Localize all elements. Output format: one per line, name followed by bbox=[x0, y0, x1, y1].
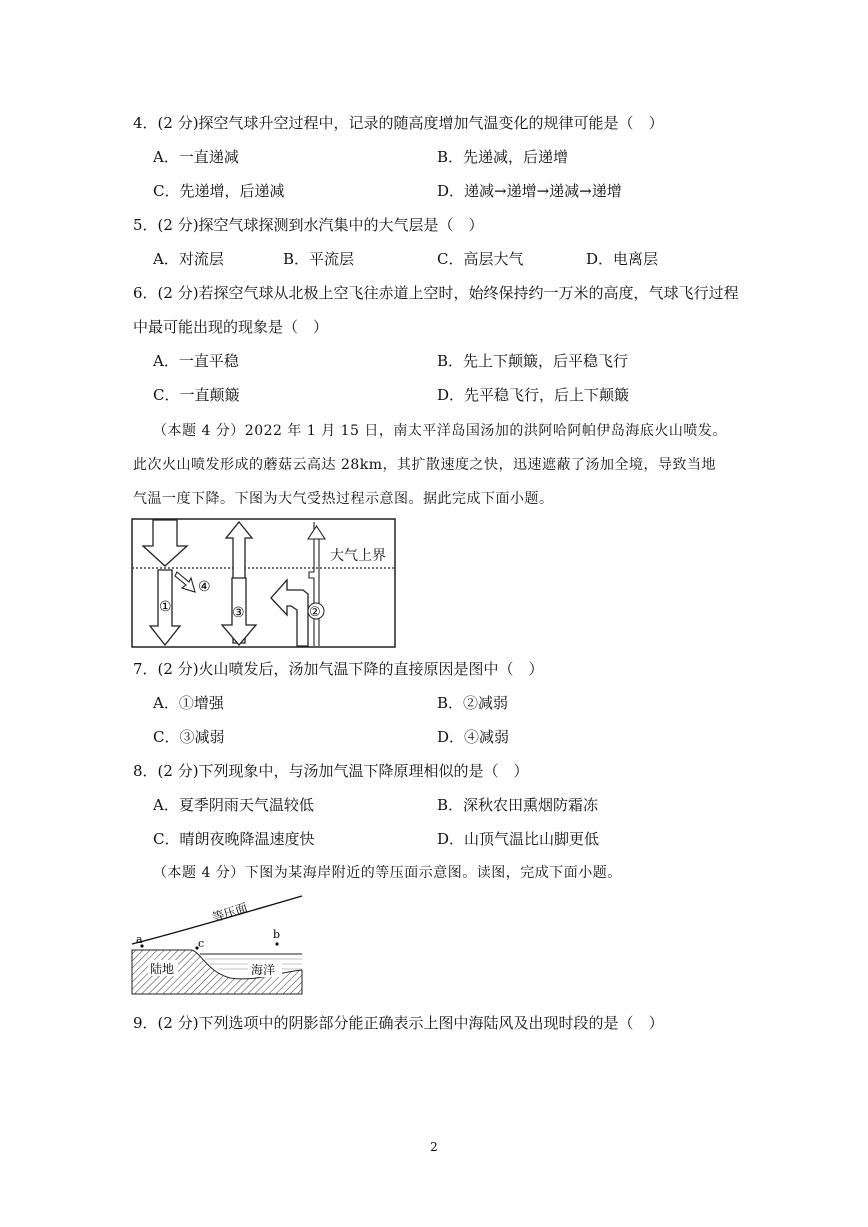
q5-option-d: D．电离层 bbox=[586, 250, 659, 268]
q5-option-b: B．平流层 bbox=[283, 250, 355, 268]
land-label: 陆地 bbox=[150, 962, 175, 976]
q4-option-b: B．先递减，后递增 bbox=[437, 148, 569, 166]
marker-3: ③ bbox=[232, 605, 245, 621]
q8-stem: 8．(2 分)下列现象中，与汤加气温下降原理相似的是（ ） bbox=[133, 762, 529, 780]
q7-option-b: B．②减弱 bbox=[437, 694, 509, 712]
q4-stem: 4．(2 分)探空气球升空过程中，记录的随高度增加气温变化的规律可能是（ ） bbox=[133, 114, 664, 132]
q4-option-a: A．一直递减 bbox=[153, 148, 239, 166]
point-a: a bbox=[136, 933, 143, 946]
q6-option-d: D．先平稳飞行，后上下颠簸 bbox=[437, 386, 630, 404]
q4-option-d: D．递减→递增→递减→递增 bbox=[437, 182, 622, 200]
q8-option-b: B．深秋农田熏烟防霜冻 bbox=[437, 796, 599, 814]
q6-option-b: B．先上下颠簸，后平稳飞行 bbox=[437, 352, 629, 370]
point-b: b bbox=[273, 928, 281, 941]
passage1-line1: （本题 4 分）2022 年 1 月 15 日，南太平洋岛国汤加的洪阿哈阿帕伊岛海底火山喷发。 bbox=[153, 423, 727, 439]
q7-option-d: D．④减弱 bbox=[437, 728, 510, 746]
isobar-label: 等压面 bbox=[210, 900, 250, 925]
passage2-line1: （本题 4 分）下图为某海岸附近的等压面示意图。读图，完成下面小题。 bbox=[153, 865, 622, 881]
passage1-line2: 此次火山喷发形成的蘑菇云高达 28km，其扩散速度之快，迅速遮蔽了汤加全境，导致当地 bbox=[133, 457, 717, 473]
marker-2: ② bbox=[309, 605, 321, 620]
q5-option-c: C．高层大气 bbox=[437, 250, 524, 268]
q7-option-a: A．①增强 bbox=[153, 694, 224, 712]
q7-stem: 7．(2 分)火山喷发后，汤加气温下降的直接原因是图中（ ） bbox=[133, 660, 544, 678]
passage1-line3: 气温一度下降。下图为大气受热过程示意图。据此完成下面小题。 bbox=[133, 491, 554, 507]
q5-stem: 5．(2 分)探空气球探测到水汽集中的大气层是（ ） bbox=[133, 216, 484, 234]
q5-option-a: A．对流层 bbox=[153, 250, 224, 268]
q8-option-a: A．夏季阴雨天气温较低 bbox=[153, 796, 314, 814]
isobar-coast-diagram bbox=[130, 892, 305, 997]
q6-stem-line2: 中最可能出现的现象是（ ） bbox=[133, 318, 329, 336]
point-c: c bbox=[198, 937, 205, 950]
q9-stem: 9．(2 分)下列选项中的阴影部分能正确表示上图中海陆风及出现时段的是（ ） bbox=[133, 1014, 664, 1032]
atmosphere-heating-diagram bbox=[131, 518, 397, 648]
q8-option-c: C．晴朗夜晚降温速度快 bbox=[153, 830, 315, 848]
page-number: 2 bbox=[430, 1140, 438, 1154]
q4-option-c: C．先递增，后递减 bbox=[153, 182, 285, 200]
marker-4: ④ bbox=[198, 579, 211, 595]
q8-option-d: D．山顶气温比山脚更低 bbox=[437, 830, 600, 848]
boundary-label: 大气上界 bbox=[330, 548, 386, 564]
q7-option-c: C．③减弱 bbox=[153, 728, 225, 746]
q6-stem-line1: 6．(2 分)若探空气球从北极上空飞往赤道上空时，始终保持约一万米的高度，气球飞行过程 bbox=[133, 284, 739, 302]
ocean-label: 海洋 bbox=[251, 963, 276, 977]
marker-1: ① bbox=[159, 599, 172, 615]
q6-option-a: A．一直平稳 bbox=[153, 352, 239, 370]
q6-option-c: C．一直颠簸 bbox=[153, 386, 240, 404]
